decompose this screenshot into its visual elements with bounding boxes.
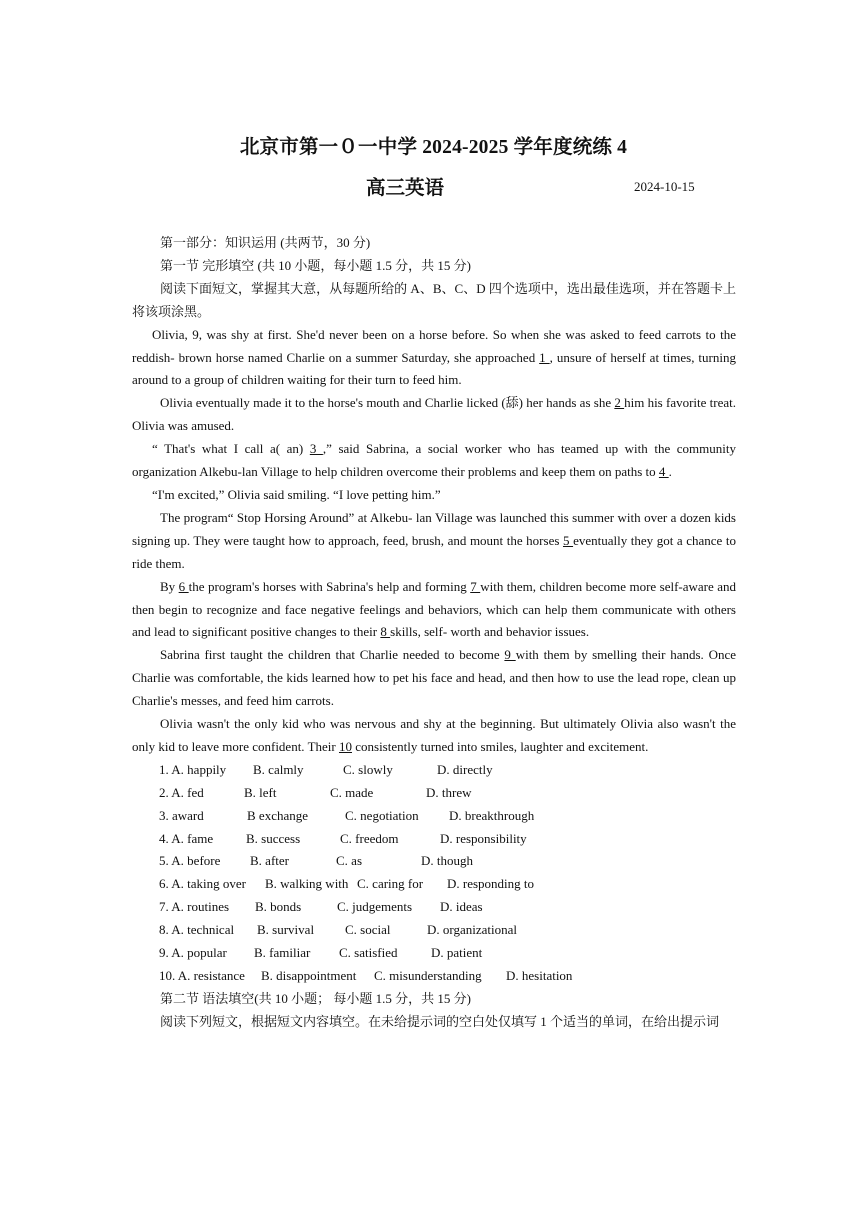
passage-paragraph: “ That's what I call a( an) 3 ,” said Sabrina, a social worker who has teamed up with the community organization Alkebu-lan Village to help children overcome their problems and keep them on paths to 4 . bbox=[132, 441, 737, 480]
option-d: D. ideas bbox=[440, 899, 483, 915]
passage-paragraph: The program“ Stop Horsing Around” at Alkebu- lan Village was launched this summer with over a dozen kids signing up. They were taught how to approach, feed, brush, and mount the horses 5 eventually they got a chance to ride them. bbox=[132, 509, 737, 571]
option-c: C. negotiation bbox=[345, 807, 419, 823]
option-a: 3. award bbox=[159, 807, 204, 823]
section1-heading: 第一节 完形填空 (共 10 小题，每小题 1.5 分，共 15 分) bbox=[160, 257, 471, 273]
blank-4: 4 bbox=[658, 464, 669, 480]
option-b: B. success bbox=[246, 830, 301, 846]
option-a: 8. A. technical bbox=[159, 922, 235, 938]
question-6 bbox=[132, 873, 736, 896]
passage-paragraph: Olivia, 9, was shy at first. She'd never been on a horse before. So when she was asked to feed carrots to the reddish- brown horse named Charlie on a summer Saturday, she approached 1 , unsure of herself at times, turning around to a group of children waiting for their turn to feed him. bbox=[132, 326, 736, 388]
option-b: B. after bbox=[250, 853, 289, 869]
option-c: C. misunderstanding bbox=[374, 968, 482, 983]
option-d: D. responding to bbox=[447, 876, 535, 892]
option-d: D. patient bbox=[431, 945, 483, 961]
question-3 bbox=[132, 805, 736, 828]
blank-10: 10 bbox=[338, 738, 352, 754]
question-4 bbox=[132, 828, 736, 851]
page-title: 北京市第一０一中学 2024-2025 学年度统练 4 bbox=[239, 137, 628, 158]
passage-paragraph: “I'm excited,” Olivia said smiling. “I love petting him.” bbox=[152, 486, 441, 502]
option-b: B. walking with bbox=[265, 876, 349, 892]
question-2 bbox=[132, 782, 736, 805]
section1-instructions: 阅读下面短文，掌握其大意，从每题所给的 A、B、C、D 四个选项中，选出最佳选项，并在答题卡上将该项涂黑。 bbox=[132, 280, 736, 319]
blank-1: 1 bbox=[539, 349, 550, 365]
option-a: 2. A. fed bbox=[159, 784, 204, 800]
option-a: 1. A. happily bbox=[159, 761, 227, 777]
section2-heading: 第二节 语法填空(共 10 小题； 每小题 1.5 分，共 15 分) bbox=[160, 990, 471, 1006]
option-a: 6. A. taking over bbox=[159, 876, 247, 892]
option-a: 4. A. fame bbox=[159, 830, 214, 846]
blank-9: 9 bbox=[504, 647, 516, 663]
blank-5: 5 bbox=[562, 532, 574, 548]
exam-date: 2024-10-15 bbox=[634, 179, 695, 194]
option-d: D. responsibility bbox=[440, 830, 527, 846]
option-d: D. threw bbox=[426, 784, 472, 800]
passage-paragraph: Sabrina first taught the children that Charlie needed to become 9 with them by smelling their hands. Once Charlie was comfortable, the kids learned how to pet his face and head, and then how to use the lead rope, clean up Charlie's messes, and feed him carrots. bbox=[132, 647, 737, 709]
passage-paragraph: Olivia wasn't the only kid who was nervous and shy at the beginning. But ultimately Olivia also wasn't the only kid to leave more confident. Their 10 consistently turned into smiles, laughter and excitement. bbox=[132, 716, 736, 754]
blank-6: 6 bbox=[178, 578, 189, 594]
option-b: B exchange bbox=[247, 807, 309, 823]
question-10 bbox=[132, 965, 736, 988]
blank-2: 2 bbox=[614, 395, 625, 411]
question-1 bbox=[132, 759, 736, 782]
option-b: B. familiar bbox=[254, 945, 311, 961]
passage-paragraph: Olivia eventually made it to the horse's mouth and Charlie licked (舔) her hands as she 2 him his favorite treat. Olivia was amused. bbox=[132, 395, 737, 434]
option-d: D. though bbox=[421, 853, 473, 869]
blank-7: 7 bbox=[470, 578, 481, 594]
option-d: D. directly bbox=[437, 761, 493, 777]
option-b: B. left bbox=[244, 784, 277, 800]
section2-instructions: 阅读下列短文，根据短文内容填空。在未给提示词的空白处仅填写 1 个适当的单词，在给出提示词 bbox=[160, 1013, 720, 1029]
option-c: C. social bbox=[345, 922, 391, 938]
question-7 bbox=[132, 896, 736, 919]
option-b: B. bonds bbox=[255, 899, 302, 915]
option-d: D. breakthrough bbox=[449, 807, 535, 823]
option-c: C. made bbox=[330, 784, 374, 800]
option-a: 9. A. popular bbox=[159, 945, 227, 961]
option-c: C. freedom bbox=[340, 830, 399, 846]
option-a: 5. A. before bbox=[159, 853, 221, 869]
blank-3: 3 bbox=[309, 441, 323, 457]
question-8 bbox=[132, 919, 736, 942]
option-c: C. caring for bbox=[357, 876, 424, 892]
option-c: C. satisfied bbox=[339, 945, 398, 961]
question-5 bbox=[132, 850, 736, 873]
option-b: B. survival bbox=[257, 922, 315, 938]
option-d: D. hesitation bbox=[506, 968, 573, 983]
blank-8: 8 bbox=[380, 624, 391, 640]
option-a: 10. A. resistance bbox=[159, 968, 245, 983]
option-c: C. slowly bbox=[343, 761, 393, 777]
passage-paragraph: By 6 the program's horses with Sabrina's help and forming 7 with them, children become more self-aware and then begin to recognize and face negative feelings and behaviors, which can help them communicate with others and lead to significant positive changes to their 8 skills, self- worth and behavior issues. bbox=[132, 578, 737, 640]
document-body bbox=[132, 232, 736, 1034]
question-9 bbox=[132, 942, 736, 965]
page-subtitle: 高三英语 bbox=[366, 178, 445, 199]
option-b: B. disappointment bbox=[261, 968, 357, 983]
part-heading: 第一部分：知识运用 (共两节，30 分) bbox=[160, 235, 371, 250]
option-c: C. judgements bbox=[337, 899, 413, 915]
option-c: C. as bbox=[336, 853, 362, 869]
option-a: 7. A. routines bbox=[159, 899, 230, 915]
option-b: B. calmly bbox=[253, 761, 304, 777]
question-options-list bbox=[132, 759, 736, 988]
option-d: D. organizational bbox=[427, 922, 518, 938]
